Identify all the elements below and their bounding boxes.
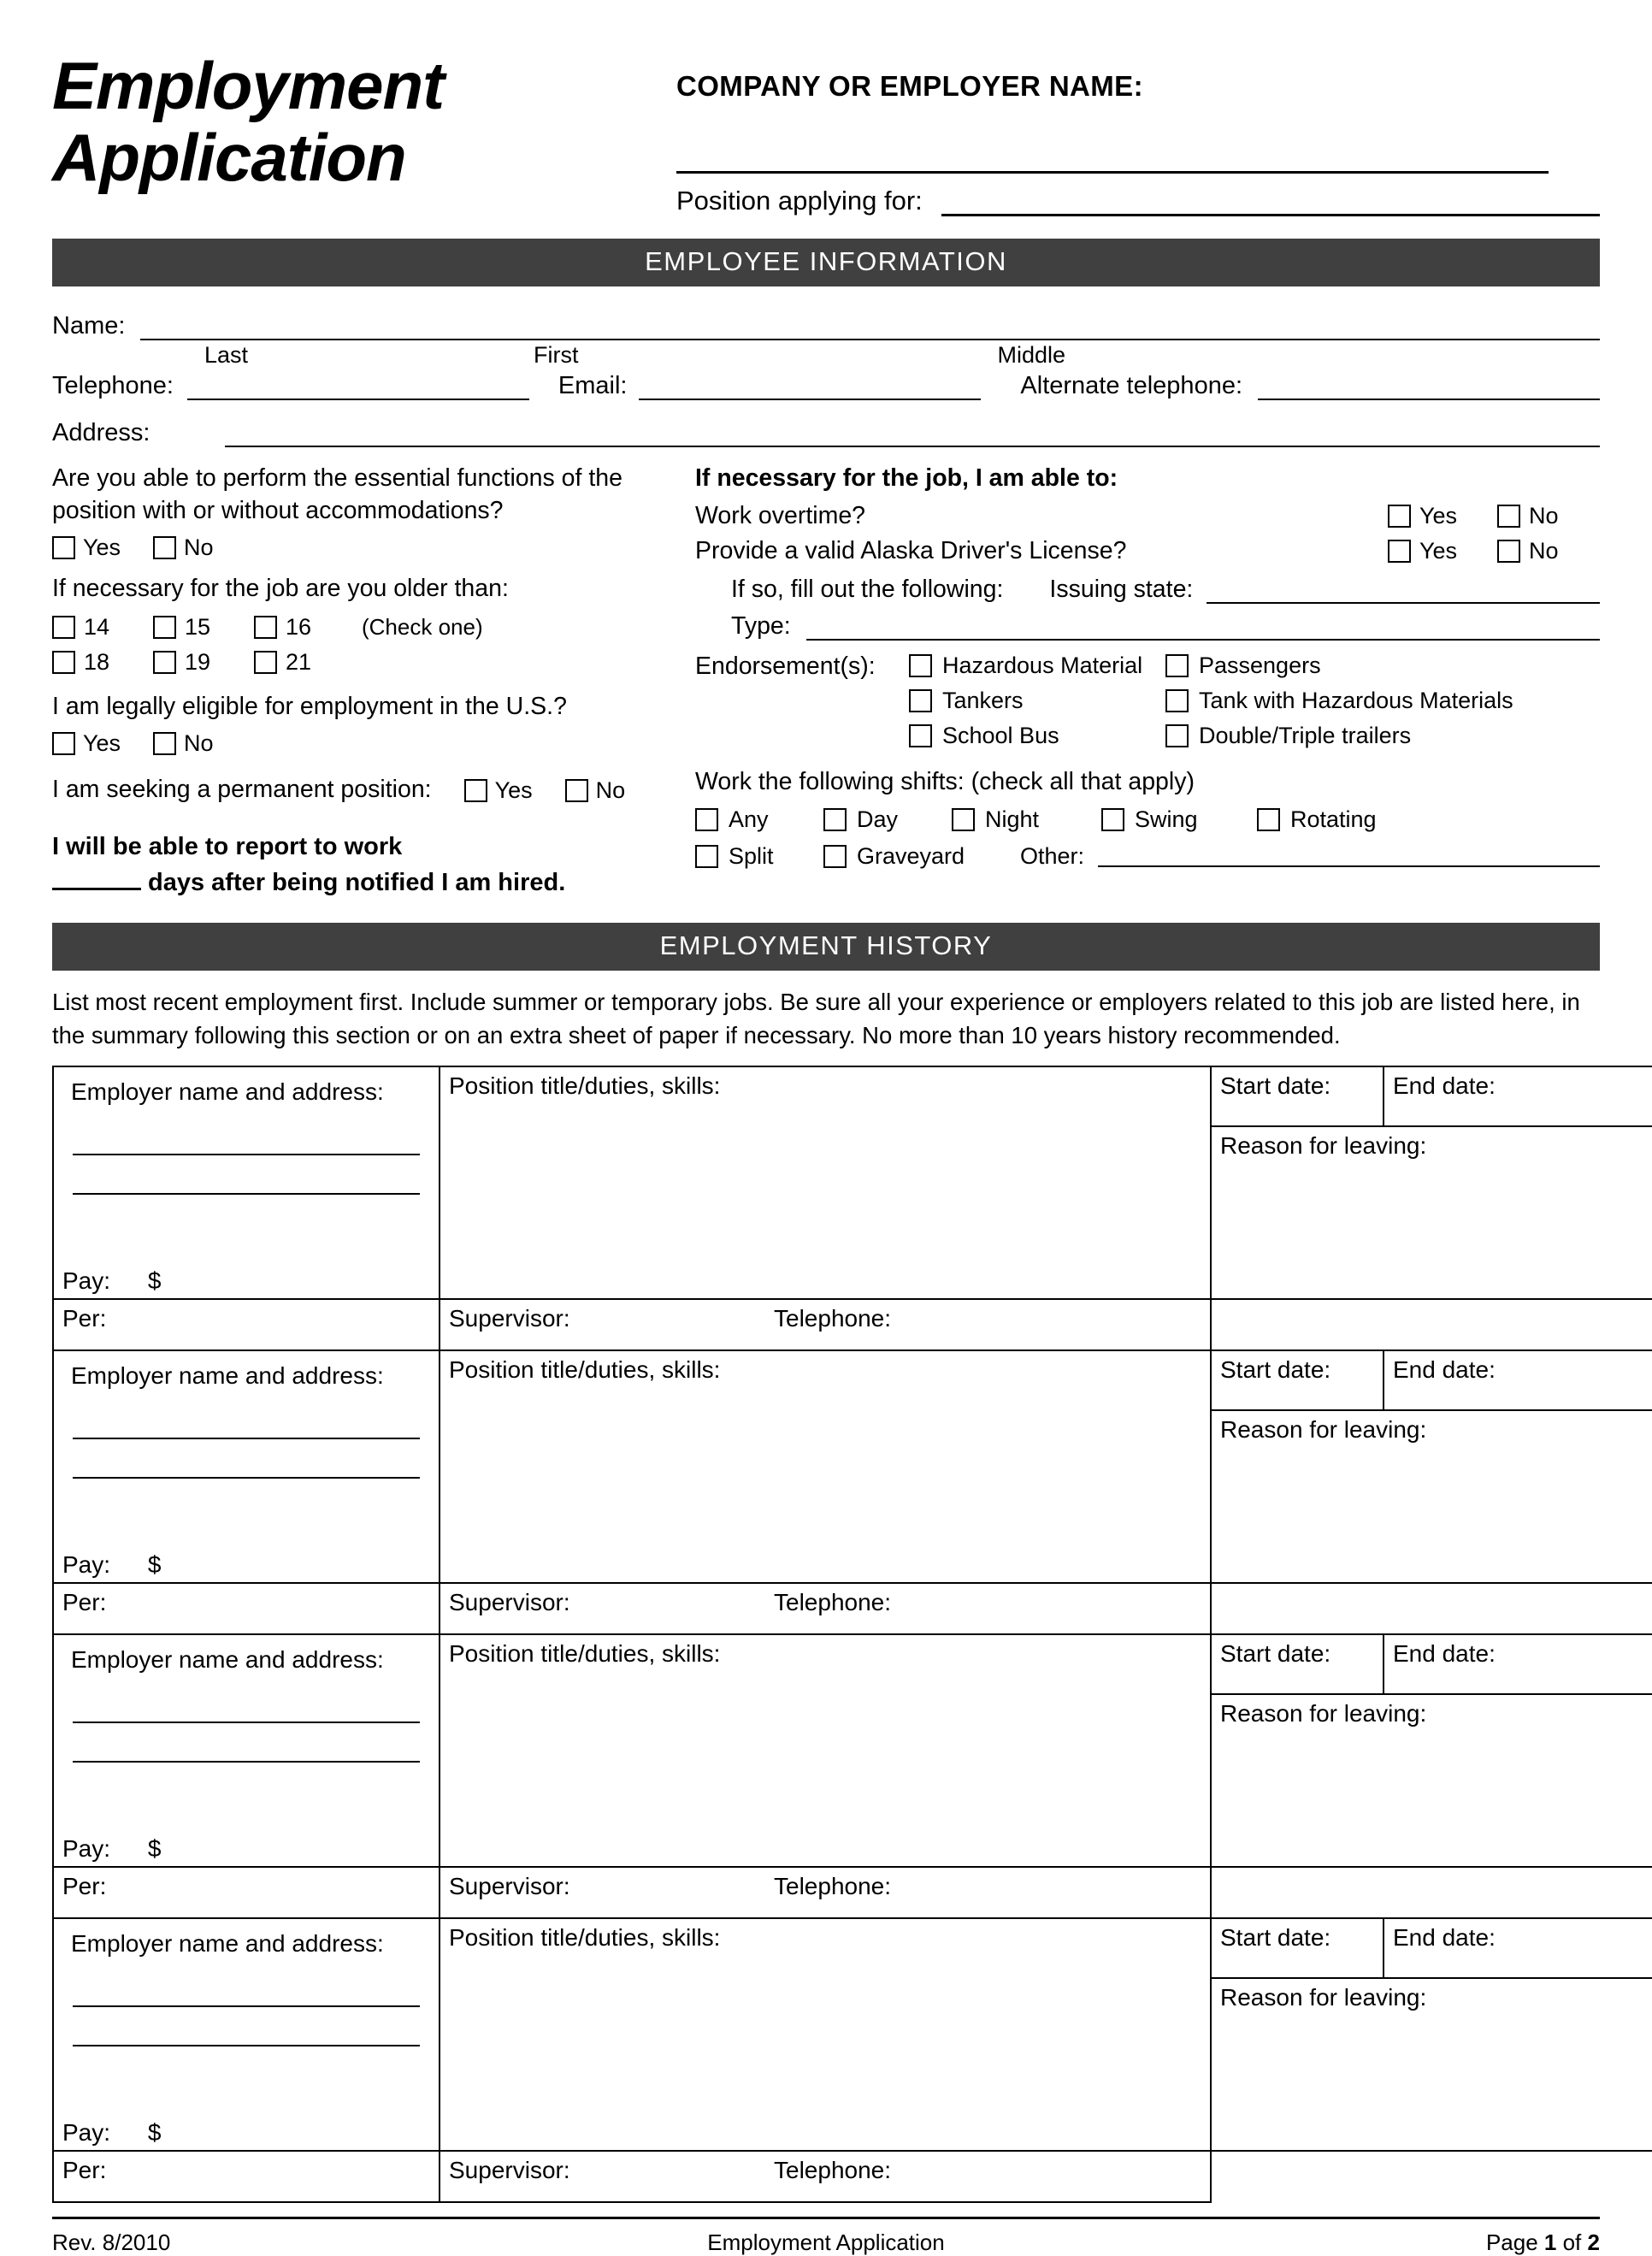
supervisor-telephone-label: Telephone: (774, 2157, 892, 2184)
endorsements-line-3 (909, 723, 1600, 749)
license-type-row (695, 612, 1600, 641)
address-label: Address: (52, 419, 150, 446)
check-one-note: (Check one) (362, 613, 483, 640)
checkbox-icon[interactable] (153, 616, 176, 639)
reason-label: Reason for leaving: (1220, 1984, 1427, 2011)
essential-no-option[interactable] (153, 534, 238, 561)
caption-middle: Middle (997, 342, 1066, 368)
end-date-label: End date: (1393, 1356, 1496, 1384)
pay-row (62, 1551, 161, 1579)
pay-label: Pay: (62, 1267, 111, 1295)
age-label-18: 18 (84, 648, 110, 675)
endorsement-label: School Bus (942, 722, 1059, 748)
employer-address-lines[interactable] (62, 1400, 430, 1479)
checkbox-icon[interactable] (1101, 808, 1124, 831)
checkbox-icon[interactable] (909, 654, 932, 677)
endorsement-label: Double/Triple trailers (1199, 722, 1412, 748)
questions-two-column (52, 463, 1600, 901)
history-entry-2 (53, 1350, 1652, 1634)
endorsements-row (695, 653, 1600, 758)
report-days-field[interactable] (52, 869, 141, 890)
questions-left-column (52, 463, 685, 901)
report-line-2-wrap (52, 865, 685, 901)
end-date-label: End date: (1393, 1640, 1496, 1668)
checkbox-icon[interactable] (153, 651, 176, 674)
pay-label: Pay: (62, 1835, 111, 1863)
history-instructions: List most recent employment first. Include summer or temporary jobs. Be sure all your experience or employers related to this job are listed here, in the summary following this section or on an extra sheet of paper if necessary. No more than 10 years history recommended. (52, 989, 1580, 1048)
permanent-no-label: No (595, 777, 626, 803)
position-cell[interactable] (440, 1066, 1211, 1299)
start-date-label: Start date: (1220, 1356, 1331, 1384)
endorsement-label: Tankers (942, 687, 1024, 713)
checkbox-icon[interactable] (909, 724, 932, 747)
title-line-1: Employment (52, 48, 445, 123)
table-row (53, 1867, 1652, 1918)
position-label: Position title/duties, skills: (449, 1072, 721, 1100)
per-label: Per: (62, 1873, 107, 1900)
employer-label: Employer name and address: (71, 1646, 384, 1674)
start-date-label: Start date: (1220, 1640, 1331, 1668)
per-label: Per: (62, 2157, 107, 2184)
end-date-cell[interactable] (1384, 1066, 1652, 1126)
supervisor-label: Supervisor: (449, 1305, 570, 1332)
supervisor-cell[interactable] (440, 2151, 1211, 2202)
age-label-21: 21 (286, 648, 312, 675)
report-line-2: days after being notified I am hired. (148, 869, 566, 897)
address-field[interactable] (225, 423, 1600, 447)
age-option-18[interactable] (52, 649, 153, 676)
shift-label: Split (729, 842, 774, 869)
reason-cell[interactable] (1211, 1694, 1652, 1867)
telephone-row (52, 372, 1600, 400)
employment-history-table (52, 1066, 1652, 2203)
document-header (52, 50, 1600, 216)
question-eligible: I am legally eligible for employment in the U.S.? (52, 692, 567, 720)
question-permanent: I am seeking a permanent position: (52, 776, 432, 804)
pay-row (62, 2119, 161, 2147)
shift-day[interactable] (823, 806, 952, 833)
question-essential-functions: Are you able to perform the essential functions of the position with or without accommodations? (52, 464, 622, 524)
history-entry-3 (53, 1634, 1652, 1918)
caption-last: Last (204, 342, 249, 368)
end-date-cell[interactable] (1384, 1918, 1652, 1978)
checkbox-icon[interactable] (464, 779, 487, 802)
pay-row (62, 1835, 161, 1863)
shift-label: Swing (1135, 806, 1198, 832)
permanent-position-row (52, 774, 685, 806)
start-date-cell[interactable] (1211, 1350, 1384, 1410)
supervisor-label: Supervisor: (449, 1873, 570, 1900)
company-name-label: COMPANY OR EMPLOYER NAME: (676, 70, 1143, 102)
history-entry-4 (53, 1918, 1652, 2202)
start-date-cell[interactable] (1211, 1918, 1384, 1978)
checkbox-icon[interactable] (565, 779, 588, 802)
shift-label: Night (985, 806, 1040, 832)
shift-split[interactable] (695, 843, 823, 870)
endorsement-label: Tank with Hazardous Materials (1199, 687, 1513, 713)
checkbox-icon[interactable] (1497, 540, 1520, 563)
supervisor-telephone-label: Telephone: (774, 1589, 892, 1616)
reason-cell[interactable] (1211, 1126, 1652, 1299)
shift-label: Graveyard (857, 842, 965, 869)
position-label: Position title/duties, skills: (449, 1924, 721, 1952)
supervisor-label: Supervisor: (449, 2157, 570, 2184)
position-label: Position title/duties, skills: (449, 1356, 721, 1384)
spacer-cell (1211, 1299, 1652, 1350)
age-option-16[interactable] (254, 614, 355, 641)
telephone-label: Telephone: (52, 372, 174, 399)
checkbox-icon[interactable] (1165, 689, 1189, 712)
checkbox-icon[interactable] (153, 536, 176, 559)
checkbox-icon[interactable] (1165, 654, 1189, 677)
age-label-16: 16 (286, 613, 312, 640)
endorsements-grid (909, 653, 1600, 758)
section-employment-history: EMPLOYMENT HISTORY (52, 923, 1600, 971)
shift-swing[interactable] (1101, 806, 1257, 833)
license-row (695, 537, 1600, 565)
age-option-19[interactable] (153, 649, 254, 676)
checkbox-icon[interactable] (52, 536, 75, 559)
name-captions (52, 342, 1600, 369)
endorsement-school-bus[interactable] (909, 723, 1165, 749)
checkbox-icon[interactable] (1388, 540, 1411, 563)
shifts-title: Work the following shifts: (check all that apply) (695, 767, 1195, 795)
employee-information-block (52, 286, 1600, 901)
telephone-field[interactable] (187, 376, 529, 400)
if-so-label: If so, fill out the following: (731, 575, 1004, 603)
spacer-cell (1211, 1867, 1652, 1918)
caption-first: First (534, 342, 579, 368)
endorsements-line-2 (909, 688, 1600, 714)
shifts-line-1 (695, 806, 1600, 833)
license-no-option[interactable] (1497, 538, 1600, 564)
start-date-label: Start date: (1220, 1072, 1331, 1100)
position-cell[interactable] (440, 1634, 1211, 1867)
pay-dollar: $ (147, 1835, 162, 1863)
spacer-cell (1211, 2151, 1652, 2202)
license-no-label: No (1529, 537, 1559, 564)
end-date-cell[interactable] (1384, 1350, 1652, 1410)
checkbox-icon[interactable] (1388, 505, 1411, 528)
overtime-label: Work overtime? (695, 501, 866, 529)
pay-dollar: $ (147, 1551, 162, 1579)
position-row (676, 186, 1600, 216)
checkbox-icon[interactable] (952, 808, 975, 831)
name-row (52, 312, 1600, 340)
table-row (53, 1350, 1652, 1410)
license-type-field[interactable] (806, 618, 1600, 641)
per-cell[interactable] (53, 1583, 440, 1634)
footer-page-number (1089, 2229, 1600, 2256)
page-footer (52, 2217, 1600, 2256)
overtime-no-option[interactable] (1497, 503, 1600, 529)
questions-right-column (685, 463, 1600, 901)
table-row (53, 2151, 1652, 2202)
name-field[interactable] (140, 316, 1600, 340)
per-label: Per: (62, 1589, 107, 1616)
permanent-yes-option[interactable] (464, 777, 557, 804)
checkbox-icon[interactable] (1497, 505, 1520, 528)
overtime-yes-option[interactable] (1388, 503, 1497, 529)
endorsement-double-triple-trailers[interactable] (1165, 723, 1411, 749)
table-row (53, 1299, 1652, 1350)
checkbox-icon[interactable] (1165, 724, 1189, 747)
footer-page-of: of (1556, 2229, 1588, 2256)
shift-any[interactable] (695, 806, 823, 833)
position-label: Position title/duties, skills: (449, 1640, 721, 1668)
header-fields (676, 50, 1600, 216)
age-row-2 (52, 649, 685, 676)
endorsement-passengers[interactable] (1165, 653, 1321, 679)
checkbox-icon[interactable] (909, 689, 932, 712)
position-cell[interactable] (440, 1350, 1211, 1583)
checkbox-icon[interactable] (695, 808, 718, 831)
age-label-19: 19 (185, 648, 211, 675)
document-title (52, 48, 676, 196)
pay-label: Pay: (62, 1551, 111, 1579)
employer-cell[interactable] (53, 1634, 440, 1867)
eligible-yes-option[interactable] (52, 730, 145, 757)
overtime-row (695, 502, 1600, 530)
eligible-yes-label: Yes (83, 730, 121, 757)
employer-cell[interactable] (53, 1350, 440, 1583)
issuing-state-label: Issuing state: (1049, 575, 1194, 603)
table-row (53, 1066, 1652, 1126)
age-option-21[interactable] (254, 649, 355, 676)
pay-dollar: $ (147, 2119, 162, 2147)
age-label-14: 14 (84, 613, 110, 640)
shift-graveyard[interactable] (823, 843, 1020, 870)
other-shift-label: Other: (1020, 842, 1085, 869)
license-yes-option[interactable] (1388, 538, 1497, 564)
checkbox-icon[interactable] (52, 651, 75, 674)
shift-label: Rotating (1290, 806, 1377, 832)
email-field[interactable] (639, 376, 981, 400)
employer-cell[interactable] (53, 1918, 440, 2151)
question-age: If necessary for the job are you older than: (52, 575, 509, 603)
pay-label: Pay: (62, 2119, 111, 2147)
start-date-cell[interactable] (1211, 1634, 1384, 1694)
employer-label: Employer name and address: (71, 1078, 384, 1106)
employer-cell[interactable] (53, 1066, 440, 1299)
reason-label: Reason for leaving: (1220, 1132, 1427, 1160)
age-option-14[interactable] (52, 614, 153, 641)
position-cell[interactable] (440, 1918, 1211, 2151)
start-date-label: Start date: (1220, 1924, 1331, 1952)
position-label: Position applying for: (676, 186, 923, 216)
shift-label: Day (857, 806, 899, 832)
checkbox-icon[interactable] (153, 732, 176, 755)
license-yes-label: Yes (1419, 537, 1458, 564)
title-line-2: Application (52, 120, 406, 196)
footer-page-prefix: Page (1485, 2229, 1544, 2256)
endorsement-tankers[interactable] (909, 688, 1165, 714)
supervisor-telephone-label: Telephone: (774, 1873, 892, 1900)
other-shift-field[interactable] (1098, 845, 1600, 867)
alt-telephone-field[interactable] (1258, 376, 1600, 400)
endorsement-label: Hazardous Material (942, 652, 1143, 678)
reason-label: Reason for leaving: (1220, 1416, 1427, 1444)
endorsement-hazardous-material[interactable] (909, 653, 1165, 679)
email-label: Email: (558, 372, 628, 399)
footer-document-name: Employment Application (707, 2229, 945, 2256)
reason-label: Reason for leaving: (1220, 1700, 1427, 1727)
checkbox-icon[interactable] (52, 616, 75, 639)
start-date-cell[interactable] (1211, 1066, 1384, 1126)
reason-cell[interactable] (1211, 1978, 1652, 2151)
employer-address-lines[interactable] (62, 1968, 430, 2046)
supervisor-cell[interactable] (440, 1583, 1211, 1634)
checkbox-icon[interactable] (52, 732, 75, 755)
company-name-field[interactable] (676, 111, 1549, 174)
eligible-no-option[interactable] (153, 730, 238, 757)
per-label: Per: (62, 1305, 107, 1332)
supervisor-telephone-label: Telephone: (774, 1305, 892, 1332)
employer-label: Employer name and address: (71, 1362, 384, 1390)
footer-revision: Rev. 8/2010 (52, 2229, 171, 2256)
end-date-label: End date: (1393, 1072, 1496, 1100)
shifts-line-2 (695, 843, 1600, 870)
employer-label: Employer name and address: (71, 1930, 384, 1958)
position-field[interactable] (941, 188, 1600, 216)
checkbox-icon[interactable] (1257, 808, 1280, 831)
job-ability-heading: If necessary for the job, I am able to: (695, 464, 1118, 492)
employer-address-lines[interactable] (62, 1116, 430, 1195)
essential-yes-label: Yes (83, 534, 121, 561)
end-date-label: End date: (1393, 1924, 1496, 1952)
pay-dollar: $ (147, 1267, 162, 1295)
essential-no-label: No (184, 534, 214, 561)
table-row (53, 1583, 1652, 1634)
issuing-state-row (695, 576, 1600, 604)
footer-page-total: 2 (1587, 2229, 1600, 2256)
alt-telephone-label: Alternate telephone: (1020, 372, 1243, 399)
checkbox-icon[interactable] (823, 845, 847, 868)
eligible-answers (52, 730, 685, 757)
shift-night[interactable] (952, 806, 1101, 833)
supervisor-cell[interactable] (440, 1299, 1211, 1350)
age-label-15: 15 (185, 613, 211, 640)
endorsements-label: Endorsement(s): (695, 652, 876, 680)
endorsement-tank-with-hazardous-materials[interactable] (1165, 688, 1513, 714)
overtime-no-label: No (1529, 502, 1559, 529)
endorsements-line-1 (909, 653, 1600, 679)
essential-functions-answers (52, 534, 685, 561)
per-cell[interactable] (53, 2151, 440, 2202)
reason-cell[interactable] (1211, 1410, 1652, 1583)
employer-address-lines[interactable] (62, 1684, 430, 1763)
endorsement-label: Passengers (1199, 652, 1321, 678)
permanent-no-option[interactable] (565, 777, 650, 804)
address-row (52, 419, 1600, 447)
report-to-work-block (52, 829, 685, 901)
supervisor-cell[interactable] (440, 1867, 1211, 1918)
overtime-yes-label: Yes (1419, 502, 1458, 529)
spacer-cell (1211, 1583, 1652, 1634)
end-date-cell[interactable] (1384, 1634, 1652, 1694)
essential-yes-option[interactable] (52, 534, 145, 561)
per-cell[interactable] (53, 1867, 440, 1918)
license-type-label: Type: (731, 611, 791, 640)
footer-page-current: 1 (1543, 2229, 1557, 2256)
per-cell[interactable] (53, 1299, 440, 1350)
table-row (53, 1918, 1652, 1978)
checkbox-icon[interactable] (254, 616, 277, 639)
issuing-state-field[interactable] (1207, 582, 1600, 604)
table-row (53, 1634, 1652, 1694)
age-option-15[interactable] (153, 614, 254, 641)
eligible-no-label: No (184, 730, 214, 757)
checkbox-icon[interactable] (695, 845, 718, 868)
name-label: Name: (52, 312, 126, 340)
age-row-1 (52, 614, 685, 641)
section-employee-information: EMPLOYEE INFORMATION (52, 239, 1600, 286)
checkbox-icon[interactable] (254, 651, 277, 674)
supervisor-label: Supervisor: (449, 1589, 570, 1616)
report-line-1: I will be able to report to work (52, 833, 403, 861)
checkbox-icon[interactable] (823, 808, 847, 831)
license-label: Provide a valid Alaska Driver's License? (695, 536, 1127, 564)
permanent-yes-label: Yes (494, 777, 533, 803)
history-entry-1 (53, 1066, 1652, 1350)
pay-row (62, 1267, 161, 1295)
shift-label: Any (729, 806, 769, 832)
shift-rotating[interactable] (1257, 806, 1377, 833)
